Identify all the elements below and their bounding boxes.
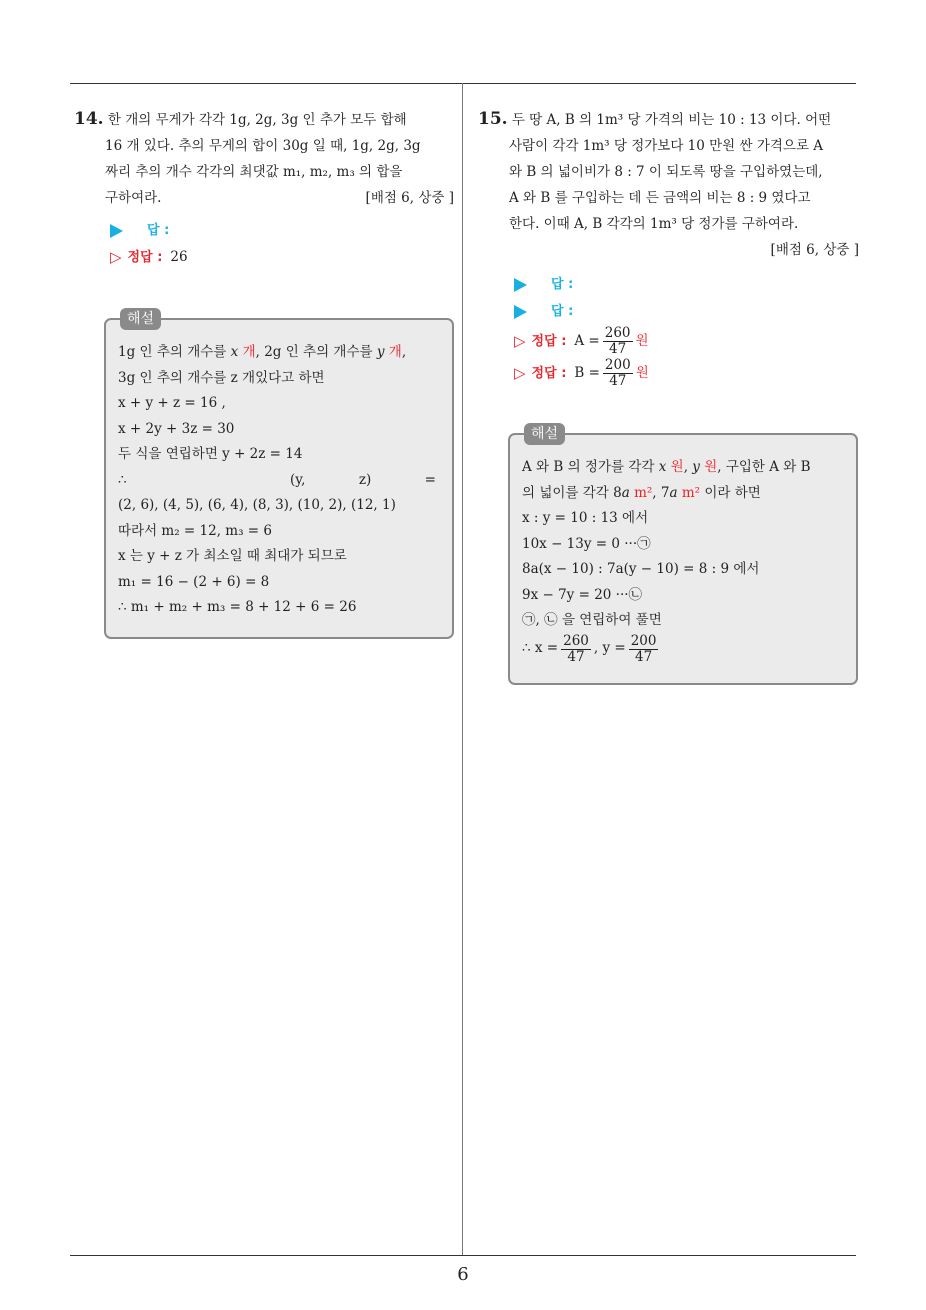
score-meta: [배점 6, 상중 ] bbox=[365, 190, 454, 206]
solution-line: x + y + z = 16 , bbox=[118, 395, 226, 411]
correct-value: 26 bbox=[170, 249, 188, 265]
solution-box-15 bbox=[508, 426, 858, 685]
solution-line: 두 식을 연립하면 y + 2z = 14 bbox=[118, 446, 303, 462]
solution-line: A 와 B 의 정가를 각각 x 원, y 원, 구입한 A 와 B bbox=[522, 459, 811, 475]
correct-answer-line bbox=[110, 244, 454, 271]
triangle-filled-icon bbox=[514, 278, 527, 292]
problem-15 bbox=[478, 106, 859, 389]
solution-line: 8a(x − 10) : 7a(y − 10) = 8 : 9 에서 bbox=[522, 561, 760, 577]
triangle-filled-icon bbox=[514, 305, 527, 319]
top-rule bbox=[70, 83, 856, 84]
question-line: 두 땅 A, B 의 1m³ 당 가격의 비는 10 : 13 이다. 어떤 bbox=[511, 112, 832, 128]
question-15 bbox=[478, 106, 859, 263]
problem-14 bbox=[74, 106, 454, 271]
solution-line: 1g 인 추의 개수를 x 개, 2g 인 추의 개수를 y 개, bbox=[118, 344, 407, 360]
solution-line: 의 넓이를 각각 8a m², 7a m² 이라 하면 bbox=[522, 484, 761, 501]
answer-line bbox=[110, 217, 454, 244]
score-meta: [배점 6, 상중 ] bbox=[770, 242, 859, 258]
correct-label: 정답 : bbox=[531, 365, 567, 381]
triangle-filled-icon bbox=[110, 224, 123, 238]
fraction: $\frac{200}{47}$ bbox=[630, 632, 657, 665]
question-line: 사람이 각각 1m³ 당 정가보다 10 만원 싼 가격으로 A bbox=[509, 138, 824, 154]
question-line: A 와 B 를 구입하는 데 든 금액의 비는 8 : 9 였다고 bbox=[509, 190, 811, 206]
bottom-rule bbox=[70, 1255, 856, 1256]
solution-line: ∴ (y, z) = bbox=[118, 471, 436, 488]
answer-label: 답 : bbox=[551, 304, 574, 319]
column-divider bbox=[462, 83, 463, 1255]
answer-line bbox=[514, 271, 859, 298]
answer-label: 답 : bbox=[147, 223, 170, 238]
solution-line: 10x − 13y = 0 ···㉠ bbox=[522, 535, 651, 552]
solution-final-line: ∴ x = $\frac{260}{47}$ , y = $\frac{200}{47}$ bbox=[522, 632, 657, 665]
correct-answer-line bbox=[514, 357, 859, 389]
question-line: 짜리 추의 개수 각각의 최댓값 m₁, m₂, m₃ 의 합을 bbox=[105, 164, 403, 180]
solution-line: ㉠, ㉡ 을 연립하여 풀면 bbox=[522, 612, 662, 628]
answer-area bbox=[74, 217, 454, 271]
problem-number: 14. bbox=[74, 109, 104, 129]
page-number: 6 bbox=[457, 1264, 469, 1285]
solution-line: x : y = 10 : 13 에서 bbox=[522, 510, 649, 526]
unit: 원 bbox=[635, 332, 649, 349]
question-line: 한 개의 무게가 각각 1g, 2g, 3g 인 추가 모두 합해 bbox=[107, 112, 407, 128]
question-line: 한다. 이때 A, B 각각의 1m³ 당 정가를 구하여라. bbox=[509, 216, 799, 232]
question-14 bbox=[74, 106, 454, 211]
correct-label: 정답 : bbox=[127, 250, 163, 265]
correct-prefix: A = bbox=[574, 332, 600, 349]
solution-line: 3g 인 추의 개수를 z 개있다고 하면 bbox=[118, 369, 325, 386]
answer-label: 답 : bbox=[551, 277, 574, 292]
solution-line: 따라서 m₂ = 12, m₃ = 6 bbox=[118, 522, 272, 539]
solution-box-14 bbox=[104, 311, 454, 639]
solution-line: x 는 y + z 가 최소일 때 최대가 되므로 bbox=[118, 548, 347, 564]
solution-tag: 해설 bbox=[524, 423, 565, 445]
solution-line: (2, 6), (4, 5), (6, 4), (8, 3), (10, 2), (12, 1) bbox=[118, 497, 396, 513]
triangle-outline-icon: ▷ bbox=[110, 248, 122, 266]
question-line: 16 개 있다. 추의 무게의 합이 30g 일 때, 1g, 2g, 3g bbox=[105, 138, 421, 154]
fraction: $\frac{200}{47}$ bbox=[604, 356, 631, 389]
fraction: $\frac{260}{47}$ bbox=[563, 632, 589, 665]
correct-prefix: B = bbox=[574, 364, 600, 381]
correct-answer-line bbox=[514, 325, 859, 357]
correct-label: 정답 : bbox=[531, 333, 567, 349]
triangle-outline-icon: ▷ bbox=[514, 331, 526, 350]
answer-area bbox=[478, 271, 859, 389]
question-line: 구하여라. bbox=[105, 190, 162, 206]
problem-number: 15. bbox=[478, 109, 508, 129]
solution-line: m₁ = 16 − (2 + 6) = 8 bbox=[118, 573, 270, 590]
fraction: $\frac{260}{47}$ bbox=[604, 324, 631, 357]
answer-line bbox=[514, 298, 859, 325]
solution-line: 9x − 7y = 20 ···㉡ bbox=[522, 586, 643, 603]
triangle-outline-icon: ▷ bbox=[514, 363, 526, 382]
unit: 원 bbox=[635, 364, 649, 381]
solution-line: x + 2y + 3z = 30 bbox=[118, 420, 235, 437]
solution-line: ∴ m₁ + m₂ + m₃ = 8 + 12 + 6 = 26 bbox=[118, 599, 357, 615]
solution-tag: 해설 bbox=[120, 308, 161, 330]
question-line: 와 B 의 넓이비가 8 : 7 이 되도록 땅을 구입하였는데, bbox=[509, 164, 823, 180]
